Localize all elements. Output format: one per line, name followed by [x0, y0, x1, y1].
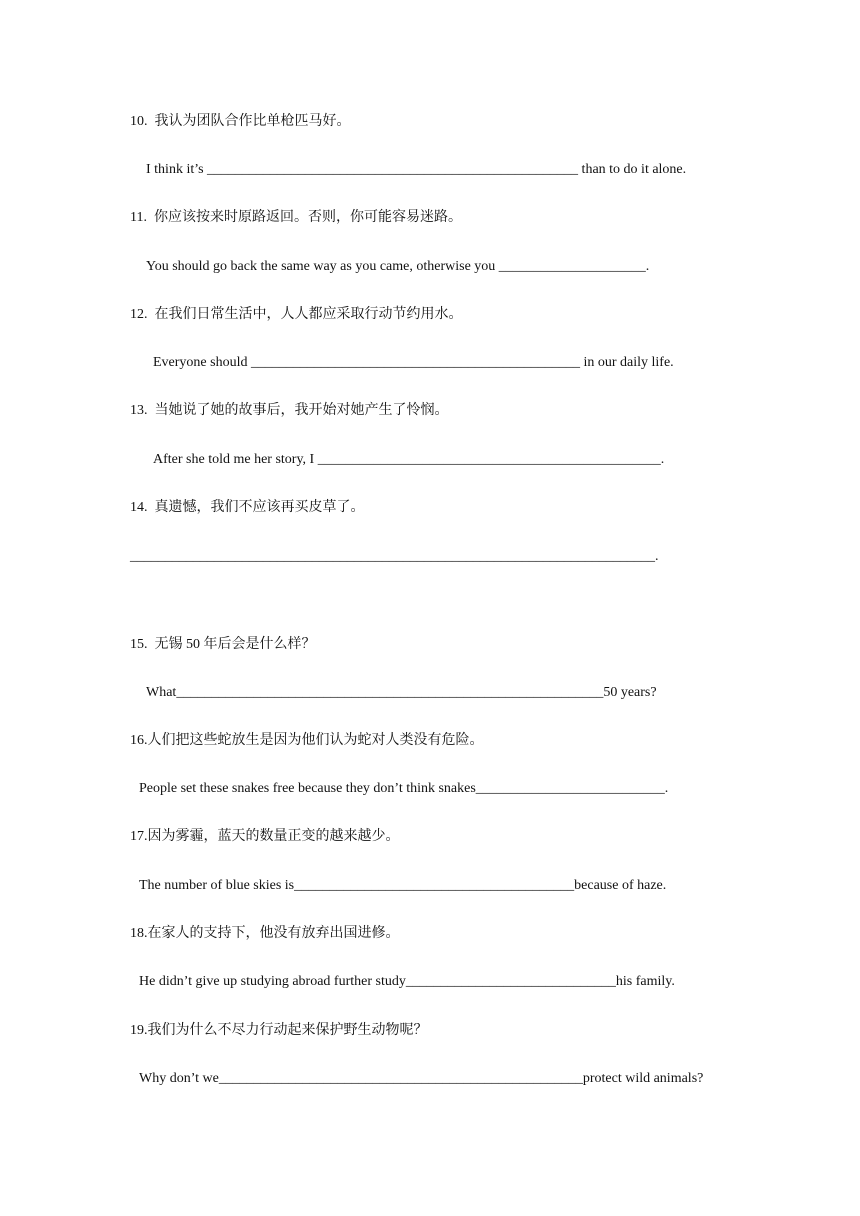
item-13-answer: After she told me her story, I _________________________________________________. — [153, 452, 665, 467]
item-16-prompt: 16.人们把这些蛇放生是因为他们认为蛇对人类没有危险。 — [130, 733, 484, 748]
item-18-answer: He didn’t give up studying abroad further study______________________________his family. — [139, 974, 675, 989]
item-12-answer: Everyone should _______________________________________________ in our daily life. — [153, 355, 674, 370]
item-17-answer: The number of blue skies is________________________________________because of haze. — [139, 878, 667, 893]
item-18-prompt: 18.在家人的支持下，他没有放弃出国进修。 — [130, 926, 400, 941]
item-10-answer: I think it’s _____________________________________________________ than to do it alone. — [146, 162, 687, 177]
item-11-answer: You should go back the same way as you came, otherwise you _____________________. — [146, 259, 650, 274]
item-15-answer: What_____________________________________________________________50 years? — [146, 685, 657, 700]
item-13-prompt: 13. 当她说了她的故事后，我开始对她产生了怜悯。 — [130, 403, 449, 418]
item-14-answer: ___________________________________________________________________________. — [130, 549, 659, 564]
item-17-prompt: 17.因为雾霾，蓝天的数量正变的越来越少。 — [130, 829, 400, 844]
item-14-prompt: 14. 真遗憾，我们不应该再买皮草了。 — [130, 500, 365, 515]
item-11-prompt: 11. 你应该按来时原路返回。否则，你可能容易迷路。 — [130, 210, 462, 225]
item-15-prompt: 15. 无锡 50 年后会是什么样？ — [130, 637, 316, 652]
item-12-prompt: 12. 在我们日常生活中，人人都应采取行动节约用水。 — [130, 307, 463, 322]
item-19-answer: Why don’t we____________________________________________________protect wild animals? — [139, 1071, 704, 1086]
item-19-prompt: 19.我们为什么不尽力行动起来保护野生动物呢？ — [130, 1023, 428, 1038]
item-10-prompt: 10. 我认为团队合作比单枪匹马好。 — [130, 114, 351, 129]
item-16-answer: People set these snakes free because they don’t think snakes___________________________. — [139, 781, 669, 796]
